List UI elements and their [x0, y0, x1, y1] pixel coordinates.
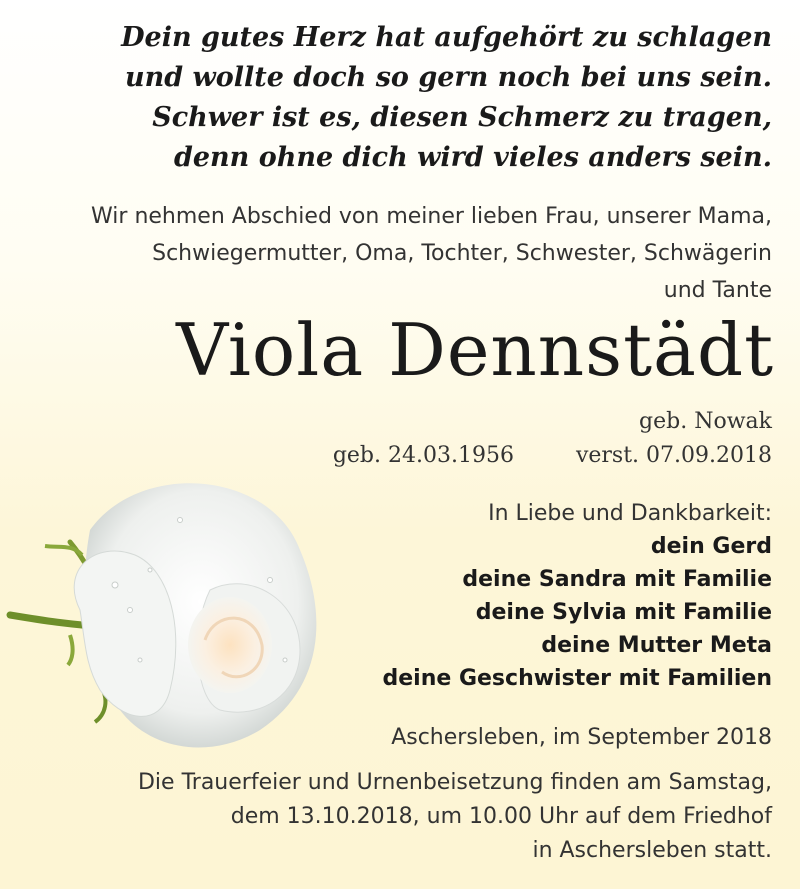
funeral-line: Die Trauerfeier und Urnenbeisetzung finden am Samstag, [137, 770, 772, 795]
mourner-name: deine Geschwister mit Familien [382, 666, 772, 691]
life-dates [333, 438, 772, 474]
poem-line: und wollte doch so gern noch bei uns sein. [125, 62, 772, 93]
funeral-line: in Aschersleben statt. [532, 838, 772, 863]
intro-text [12, 198, 772, 309]
mourner-name: deine Sylvia mit Familie [475, 600, 772, 625]
mourners-block [272, 497, 772, 695]
intro-line: und Tante [663, 278, 772, 303]
mourner-name: deine Sandra mit Familie [462, 567, 772, 592]
place-and-date: Aschersleben, im September 2018 [391, 725, 772, 750]
intro-line: Schwiegermutter, Oma, Tochter, Schwester, Schwägerin [152, 241, 772, 266]
deceased-name: Viola Dennstädt [176, 308, 774, 392]
mourner-name: dein Gerd [650, 534, 772, 559]
maiden-name: geb. Nowak [639, 409, 772, 434]
funeral-line: dem 13.10.2018, um 10.00 Uhr auf dem Friedhof [230, 804, 772, 829]
poem-line: Dein gutes Herz hat aufgehört zu schlagen [121, 22, 772, 53]
mourners-lead: In Liebe und Dankbarkeit: [488, 501, 772, 526]
mourner-name: deine Mutter Meta [541, 633, 772, 658]
funeral-info [12, 766, 772, 868]
poem [32, 18, 772, 178]
death-date: verst. 07.09.2018 [575, 443, 772, 468]
intro-line: Wir nehmen Abschied von meiner lieben Frau, unserer Mama, [91, 204, 772, 229]
poem-line: denn ohne dich wird vieles anders sein. [173, 142, 772, 173]
poem-line: Schwer ist es, diesen Schmerz zu tragen, [152, 102, 772, 133]
birth-date: geb. 24.03.1956 [332, 443, 514, 468]
